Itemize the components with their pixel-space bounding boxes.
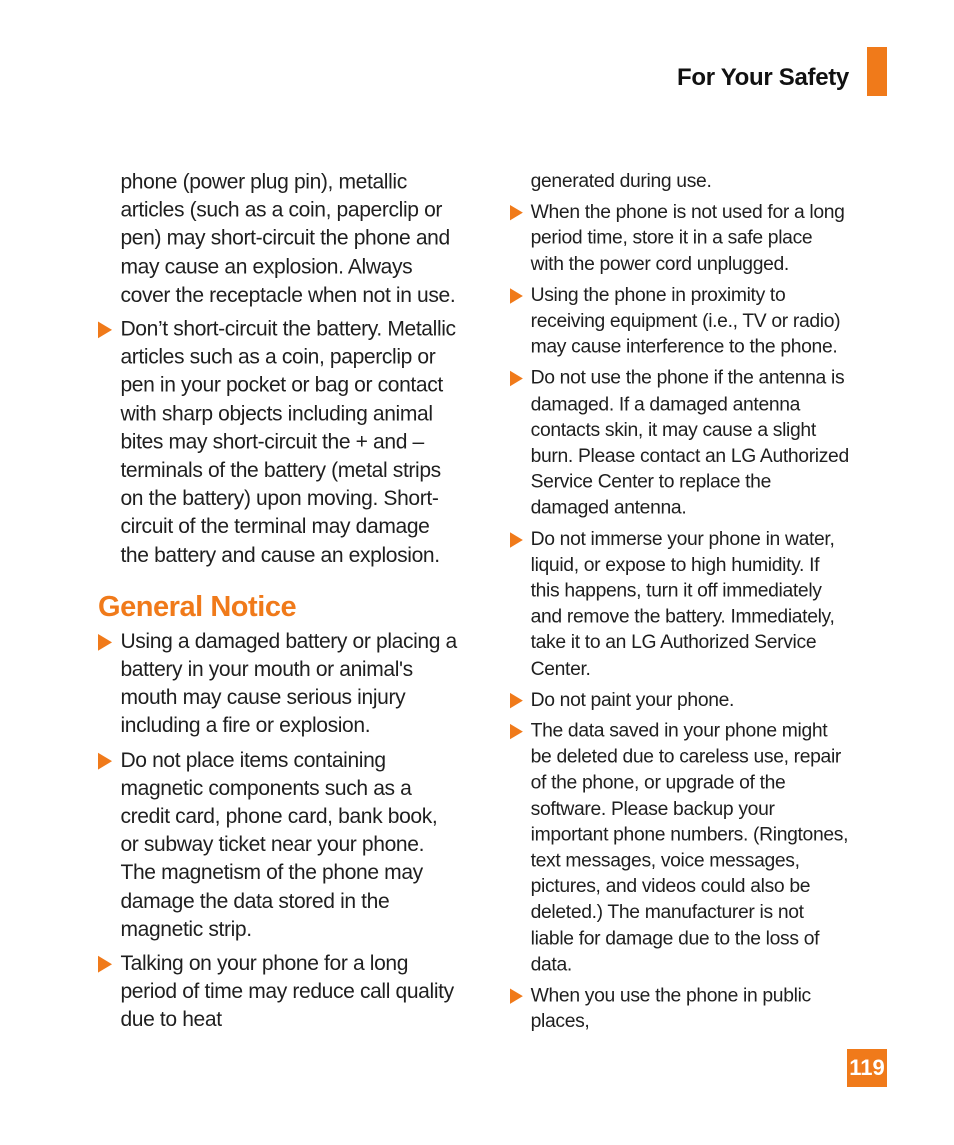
header-title: For Your Safety — [677, 64, 849, 91]
header-accent-tab — [867, 47, 887, 96]
bullet-storage: When the phone is not used for a long period time, store it in a safe place with the power cord unplugged. — [510, 199, 849, 277]
bullet-short-circuit-battery: Don’t short-circuit the battery. Metallic articles such as a coin, paperclip or pen in your pocket or bag or contact with sharp objects including animal bites may short-circuit the + and – terminals of the battery (metal strips on the battery) upon moving. Short-circuit of the terminal may damage the battery and cause an explosion. — [98, 315, 458, 569]
bullet-water-humidity: Do not immerse your phone in water, liquid, or expose to high humidity. If this happens, turn it off immediately and remove the battery. Immediately, take it to an LG Authorized Service Center. — [510, 526, 849, 682]
paragraph-continued-receptacle: phone (power plug pin), metallic articles (such as a coin, paperclip or pen) may short-circuit the phone and may cause an explosion. Always cover the receptacle when not in use. — [120, 169, 456, 307]
bullet-do-not-paint: Do not paint your phone. — [510, 687, 849, 713]
bullet-data-loss: The data saved in your phone might be deleted due to careless use, repair of the phone, or upgrade of the software. Please backup your important phone numbers. (Ringtones, text messages, voice messages, pictures, and videos could also be deleted.) The manufacturer is not liable for damage due to the loss of data. — [510, 718, 849, 977]
bullet-long-calls: Talking on your phone for a long period of time may reduce call quality due to heat — [98, 949, 458, 1034]
bullet-damaged-battery: Using a damaged battery or placing a battery in your mouth or animal's mouth may cause serious injury including a fire or explosion. — [98, 627, 458, 740]
page-number-badge: 119 — [847, 1049, 887, 1087]
bullet-receiving-equipment: Using the phone in proximity to receiving equipment (i.e., TV or radio) may cause interference to the phone. — [510, 282, 849, 360]
section-heading-general-notice: General Notice — [98, 589, 297, 623]
left-column — [98, 168, 458, 1040]
right-column — [510, 168, 849, 1040]
bullet-public-places: When you use the phone in public places, — [510, 983, 849, 1035]
bullet-magnetic-items: Do not place items containing magnetic components such as a credit card, phone card, bank book, or subway ticket near your phone. The magnetism of the phone may damage the data stored in the magnetic strip. — [98, 746, 458, 944]
bullet-damaged-antenna: Do not use the phone if the antenna is damaged. If a damaged antenna contacts skin, it may cause a slight burn. Please contact an LG Authorized Service Center to replace the damaged antenna. — [510, 365, 849, 521]
paragraph-continued-heat: generated during use. — [530, 169, 712, 192]
